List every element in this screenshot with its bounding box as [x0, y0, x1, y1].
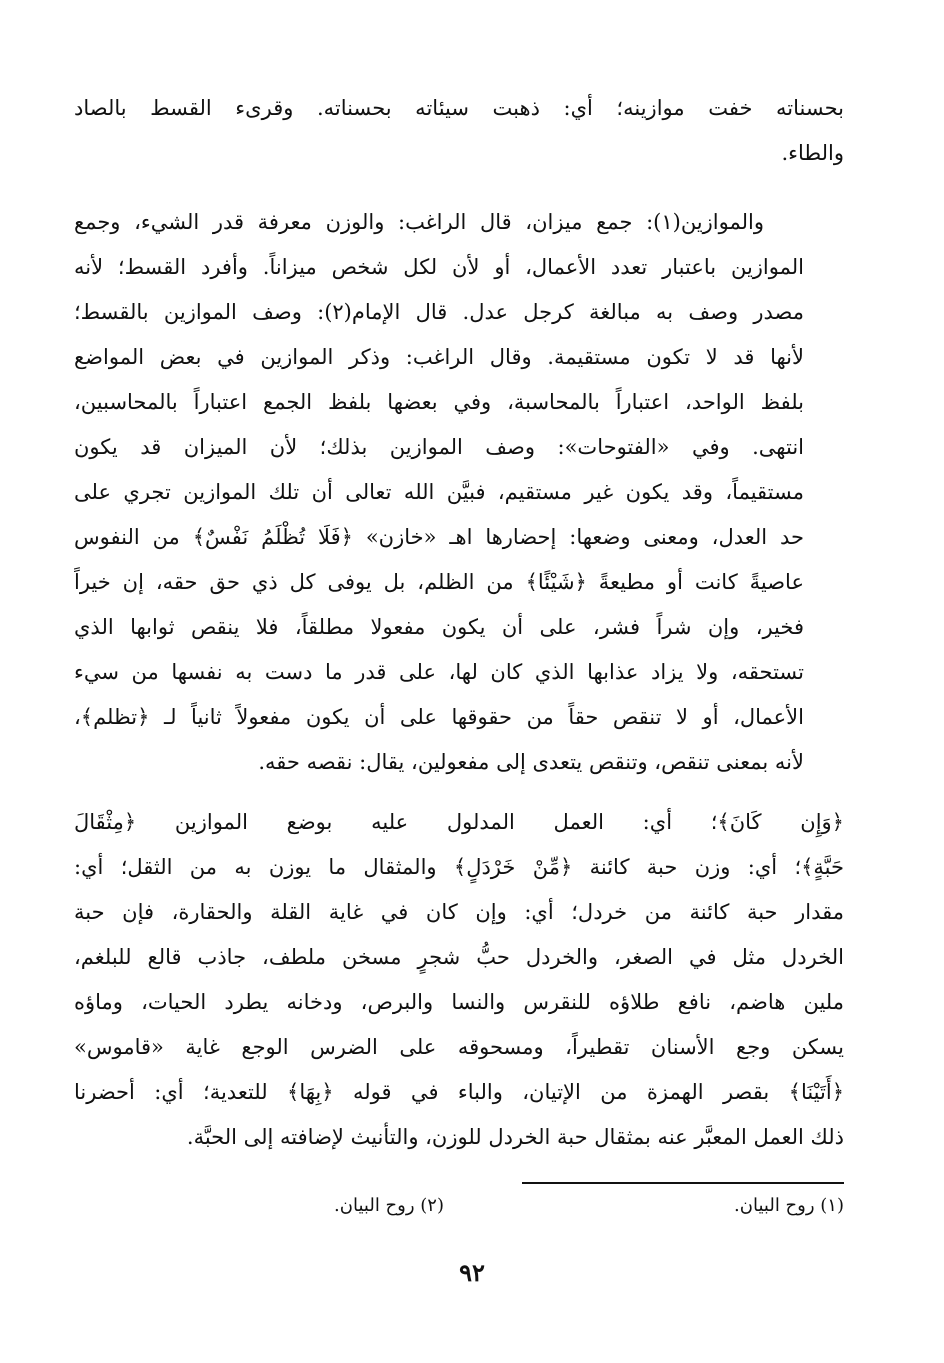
- text-line: تستحقه، ولا يزاد عذابها الذي كان لها، على قدر ما دست به نفسها من سيء: [74, 660, 804, 684]
- text-line: حد العدل، ومعنى وضعها: إحضارها اهـ «خازن» ﴿فَلَا تُظْلَمُ نَفْسٌ﴾ من النفوس: [74, 525, 804, 549]
- text-line: مصدر وصف به مبالغة كرجل عدل. قال الإمام(٢): وصف الموازين بالقسط؛: [74, 300, 804, 324]
- text-line: والطاء.: [781, 141, 844, 165]
- text-line: مستقيماً، وقد يكون غير مستقيم، فبيَّن الله تعالى أن تلك الموازين تجري على: [74, 480, 804, 504]
- text-line: حَبَّةٍ﴾؛ أي: وزن حبة كائنة ﴿مِّنْ خَرْدَلٍ﴾ والمثقال ما يوزن به من الثقل؛ أي:: [74, 855, 844, 879]
- paragraph-3: [74, 800, 844, 1160]
- text-line: الموازين باعتبار تعدد الأعمال، أو لأن لكل شخص ميزاناً. وأفرد القسط؛ لأنه: [74, 255, 804, 279]
- text-line: انتهى. وفي «الفتوحات»: وصف الموازين بذلك؛ لأن الميزان قد يكون: [74, 435, 804, 459]
- footnote-divider: [522, 1182, 844, 1184]
- text-line: ملين هاضم، نافع طلاؤه للنقرس والنسا والبرص، ودخانه يطرد الحيات، وماؤه: [74, 990, 844, 1014]
- text-line: مقدار حبة كائنة من خردل؛ أي: وإن كان في غاية القلة والحقارة، فإن حبة: [74, 900, 844, 924]
- text-line: ذلك العمل المعبَّر عنه بمثقال حبة الخردل للوزن، والتأنيث لإضافته إلى الحبَّة.: [186, 1125, 844, 1149]
- text-line: بلفظ الواحد، اعتباراً بالمحاسبة، وفي بعضها بلفظ الجمع اعتباراً بالمحاسبين،: [74, 390, 804, 414]
- text-line: عاصيةً كانت أو مطيعةً ﴿شَيْئًا﴾ من الظلم، بل يوفى كل ذي حق حقه، إن خيراً: [74, 570, 804, 594]
- text-line: الأعمال، أو لا تنقص حقاً من حقوقها على أن يكون مفعولاً ثانياً لـ ﴿تظلم﴾،: [74, 705, 804, 729]
- text-line: والموازين(١): جمع ميزان، قال الراغب: والوزن معرفة قدر الشيء، وجمع: [74, 210, 764, 234]
- text-line: لأنها قد لا تكون مستقيمة. وقال الراغب: وذكر الموازين في بعض المواضع: [74, 345, 804, 369]
- footnote-1: (١) روح البيان.: [734, 1195, 844, 1216]
- text-line: بحسناته خفت موازينه؛ أي: ذهبت سيئاته بحسناته. وقرىء القسط بالصاد: [74, 96, 844, 120]
- footnote-2: (٢) روح البيان.: [334, 1195, 444, 1216]
- text-line: يسكن وجع الأسنان تقطيراً، ومسحوقه على الضرس الوجع غاية «قاموس»: [74, 1035, 844, 1059]
- text-line: لأنه بمعنى تنقص، وتنقص يتعدى إلى مفعولين، يقال: نقصه حقه.: [258, 750, 804, 774]
- footnotes: [74, 1195, 844, 1229]
- page-number: ٩٢: [459, 1258, 485, 1287]
- text-line: فخير، وإن شراً فشر، على أن يكون مفعولا مطلقاً، فلا ينقص ثوابها الذي: [74, 615, 804, 639]
- paragraph-1: [74, 86, 844, 176]
- text-line: الخردل مثل في الصغر، والخردل حبُّ شجرٍ مسخن ملطف، جاذب قالع للبلغم،: [74, 945, 844, 969]
- text-line: ﴿وَإِن كَانَ﴾؛ أي: العمل المدلول عليه بوضع الموازين ﴿مِثْقَالَ: [74, 810, 844, 834]
- paragraph-2: [74, 200, 844, 785]
- text-line: ﴿أَتَيْنَا﴾ بقصر الهمزة من الإتيان، والباء في قوله ﴿بِهَا﴾ للتعدية؛ أي: أحضرنا: [74, 1080, 844, 1104]
